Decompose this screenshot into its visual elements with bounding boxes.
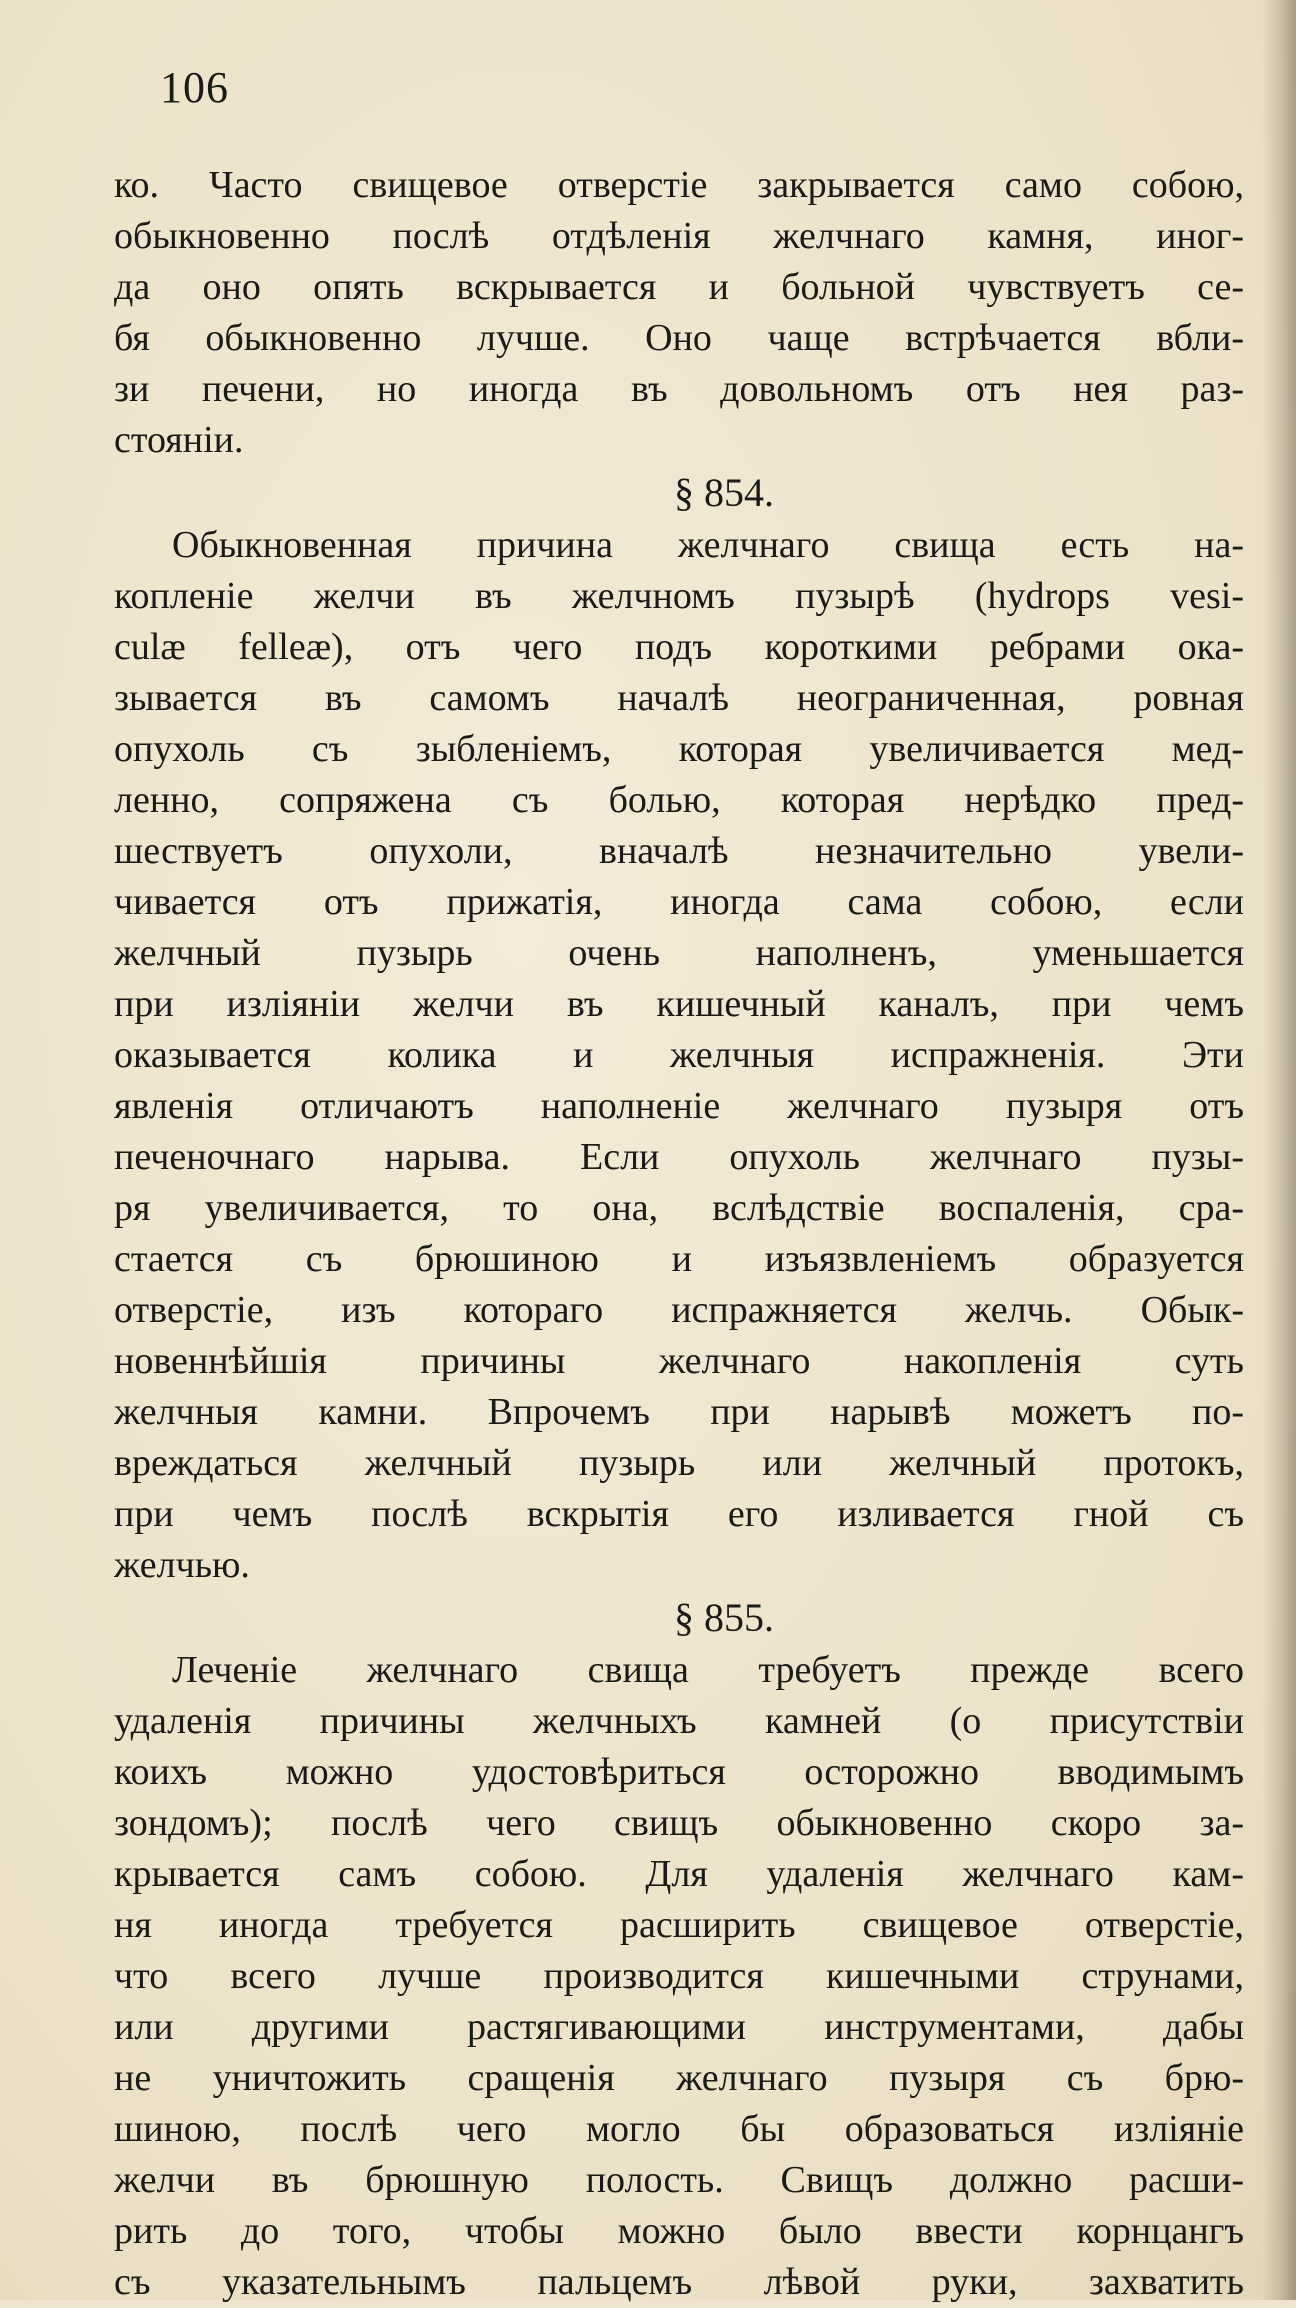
text-line: стояніи. — [114, 419, 244, 461]
text-line: или другими растягивающими инструментами, дабы — [114, 2006, 1244, 2048]
text-line: отверстіе, изъ котораго испражняется желчь. Обык- — [114, 1289, 1244, 1331]
text-line: зи печени, но иногда въ довольномъ отъ нея раз- — [114, 368, 1244, 410]
text-line: обыкновенно послѣ отдѣленія желчнаго камня, иног- — [114, 215, 1244, 257]
text-line: бя обыкновенно лучше. Оно чаще встрѣчается вбли- — [114, 317, 1244, 359]
text-line: оказывается колика и желчныя испражненія. Эти — [114, 1034, 1244, 1076]
text-line: при чемъ послѣ вскрытія его изливается гной съ — [114, 1493, 1244, 1535]
text-line: чивается отъ прижатія, иногда сама собою, если — [114, 881, 1244, 923]
text-line: зондомъ); послѣ чего свищъ обыкновенно скоро за- — [114, 1802, 1244, 1844]
text-line: ко. Часто свищевое отверстіе закрывается само собою, — [114, 164, 1244, 206]
page-spine-shadow — [1262, 0, 1296, 2300]
text-line: стается съ брюшиною и изъязвленіемъ образуется — [114, 1238, 1244, 1280]
page-number: 106 — [160, 63, 229, 112]
paragraph-854 — [114, 520, 1244, 1591]
text-line: желчный пузырь очень наполненъ, уменьшается — [114, 932, 1244, 974]
text-line: опухоль съ зыбленіемъ, которая увеличивается мед- — [114, 728, 1244, 770]
text-line: желчныя камни. Впрочемъ при нарывѣ можетъ по- — [114, 1391, 1244, 1433]
text-line: коихъ можно удостовѣриться осторожно вводимымъ — [114, 1751, 1244, 1793]
text-line: culæ felleæ), отъ чего подъ короткими ребрами ока- — [114, 626, 1244, 668]
text-line: печеночнаго нарыва. Если опухоль желчнаго пузы- — [114, 1136, 1244, 1178]
text-line: ря увеличивается, то она, вслѣдствіе воспаленія, сра- — [114, 1187, 1244, 1229]
text-line: зывается въ самомъ началѣ неограниченная, ровная — [114, 677, 1244, 719]
page-body — [114, 160, 1244, 2308]
text-line: шествуетъ опухоли, вначалѣ незначительно увели- — [114, 830, 1244, 872]
text-line: удаленія причины желчныхъ камней (о присутствіи — [114, 1700, 1244, 1742]
text-line: съ указательнымъ пальцемъ лѣвой руки, захватить — [114, 2261, 1244, 2303]
text-line: да оно опять вскрывается и больной чувствуетъ се- — [114, 266, 1244, 308]
text-line: шиною, послѣ чего могло бы образоваться изліяніе — [114, 2108, 1244, 2150]
text-line: явленія отличаютъ наполненіе желчнаго пузыря отъ — [114, 1085, 1244, 1127]
text-line: новеннѣйшія причины желчнаго накопленія суть — [114, 1340, 1244, 1382]
paragraph-855 — [114, 1645, 1244, 2308]
text-line: вреждаться желчный пузырь или желчный протокъ, — [114, 1442, 1244, 1484]
text-line: при изліяніи желчи въ кишечный каналъ, при чемъ — [114, 983, 1244, 1025]
section-heading-854: § 854. — [674, 470, 774, 515]
text-line: желчью. — [114, 1544, 250, 1586]
section-heading-855: § 855. — [674, 1595, 774, 1640]
text-line: что всего лучше производится кишечными струнами, — [114, 1955, 1244, 1997]
text-line: Обыкновенная причина желчнаго свища есть на- — [172, 524, 1244, 566]
paragraph-continuation — [114, 160, 1244, 466]
text-line: желчи въ брюшную полость. Свищъ должно расши- — [114, 2159, 1244, 2201]
text-line: не уничтожить сращенія желчнаго пузыря съ брю- — [114, 2057, 1244, 2099]
text-line: рить до того, чтобы можно было ввести корнцангъ — [114, 2210, 1244, 2252]
text-line: крывается самъ собою. Для удаленія желчнаго кам- — [114, 1853, 1244, 1895]
text-line: копленіе желчи въ желчномъ пузырѣ (hydrops vesi- — [114, 575, 1244, 617]
text-line: ленно, сопряжена съ болью, которая нерѣдко пред- — [114, 779, 1244, 821]
text-line: Леченіе желчнаго свища требуетъ прежде всего — [172, 1649, 1244, 1691]
text-line: ня иногда требуется расширить свищевое отверстіе, — [114, 1904, 1244, 1946]
